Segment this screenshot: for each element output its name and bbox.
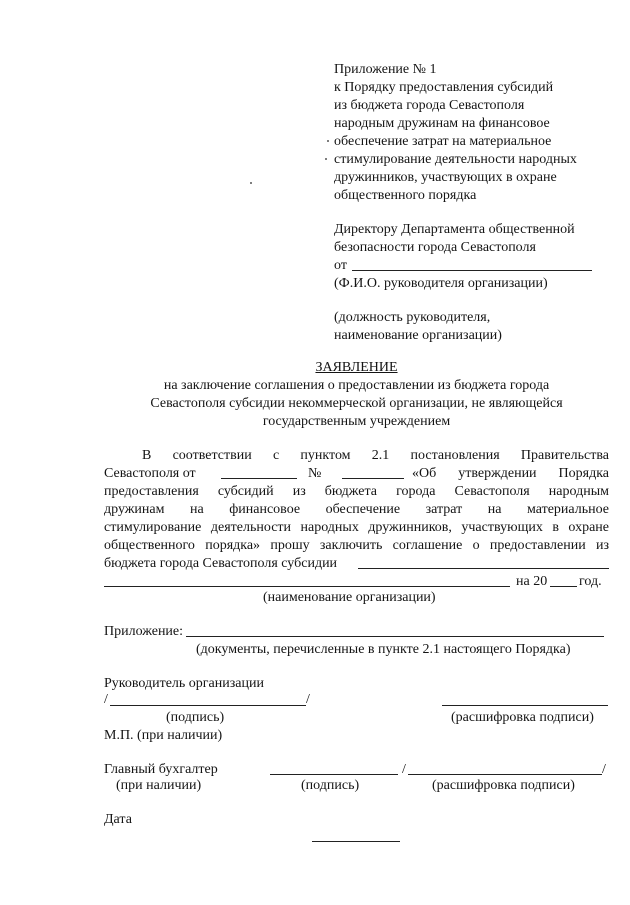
decode-hint: (расшифровка подписи) xyxy=(432,778,575,793)
position-hint: (должность руководителя, xyxy=(334,310,491,325)
addressee-line: Директору Департамента общественной xyxy=(334,222,575,237)
organization-hint: (наименование организации) xyxy=(263,590,436,605)
decode-hint: (расшифровка подписи) xyxy=(451,710,594,725)
attachment-fill-line xyxy=(186,636,604,637)
body-line: дружинам на финансовое обеспечение затрат на материальное xyxy=(104,502,609,517)
slash: / xyxy=(306,692,310,707)
attachment-label: Приложение: xyxy=(104,624,184,639)
fio-hint: (Ф.И.О. руководителя организации) xyxy=(334,276,548,291)
date-line xyxy=(312,841,400,842)
year-fill-line xyxy=(550,586,577,587)
appendix-line: стимулирование деятельности народных xyxy=(334,152,577,167)
year-label: на 20 xyxy=(516,574,548,589)
from-fill-line xyxy=(352,270,592,271)
body-line: общественного порядка» прошу заключить соглашение о предоставлении из xyxy=(104,538,609,553)
date-fill-line xyxy=(221,478,297,479)
document-title xyxy=(104,360,609,376)
scan-speck xyxy=(250,182,252,184)
date-label: Дата xyxy=(104,812,132,827)
appendix-line: из бюджета города Севастополя xyxy=(334,98,525,113)
title-subline: государственным учреждением xyxy=(262,414,451,429)
appendix-line: Приложение № 1 xyxy=(334,62,437,77)
appendix-line: общественного порядка xyxy=(334,188,477,203)
year-suffix: год. xyxy=(579,574,602,589)
body-text: Севастополя от xyxy=(104,466,196,481)
subsidy-fill-line xyxy=(358,568,609,569)
organization-fill-line xyxy=(104,586,510,587)
body-text: бюджета города Севастополя субсидии xyxy=(104,556,338,571)
appendix-line: народным дружинам на финансовое xyxy=(334,116,550,131)
slash: / xyxy=(402,762,406,777)
scan-speck xyxy=(325,158,327,160)
position-hint: наименование организации) xyxy=(334,328,502,343)
body-text: «Об утверждении Порядка xyxy=(412,466,609,481)
signature-hint: (подпись) xyxy=(166,710,225,725)
head-decode-line xyxy=(442,705,608,706)
title-subline: Севастополя субсидии некоммерческой организации, не являющейся xyxy=(150,396,563,411)
body-line: В соответствии с пунктом 2.1 постановления Правительства xyxy=(142,448,609,463)
attachment-hint: (документы, перечисленные в пункте 2.1 настоящего Порядка) xyxy=(196,642,571,657)
accountant-signature-line xyxy=(270,774,398,775)
accountant-decode-line xyxy=(408,774,602,775)
slash: / xyxy=(104,692,108,707)
body-line: предоставления субсидий из бюджета города Севастополя народным xyxy=(104,484,609,499)
number-fill-line xyxy=(342,478,404,479)
addressee-line: безопасности города Севастополя xyxy=(334,240,536,255)
head-signature-line xyxy=(110,705,306,706)
accountant-label: Главный бухгалтер xyxy=(104,762,218,777)
number-sign: № xyxy=(308,466,322,481)
document-title-text: ЗАЯВЛЕНИЕ xyxy=(315,360,398,375)
title-subline: на заключение соглашения о предоставлении из бюджета города xyxy=(163,378,550,393)
scan-speck xyxy=(327,140,329,142)
head-label: Руководитель организации xyxy=(104,676,264,691)
appendix-line: обеспечение затрат на материальное xyxy=(334,134,552,149)
appendix-line: к Порядку предоставления субсидий xyxy=(334,80,554,95)
signature-hint: (подпись) xyxy=(301,778,360,793)
appendix-line: дружинников, участвующих в охране xyxy=(334,170,557,185)
slash: / xyxy=(602,762,606,777)
accountant-note: (при наличии) xyxy=(116,778,202,793)
stamp-label: М.П. (при наличии) xyxy=(104,728,223,743)
body-line: стимулирование деятельности народных дружинников, участвующих в охране xyxy=(104,520,609,535)
from-label: от xyxy=(334,258,347,273)
